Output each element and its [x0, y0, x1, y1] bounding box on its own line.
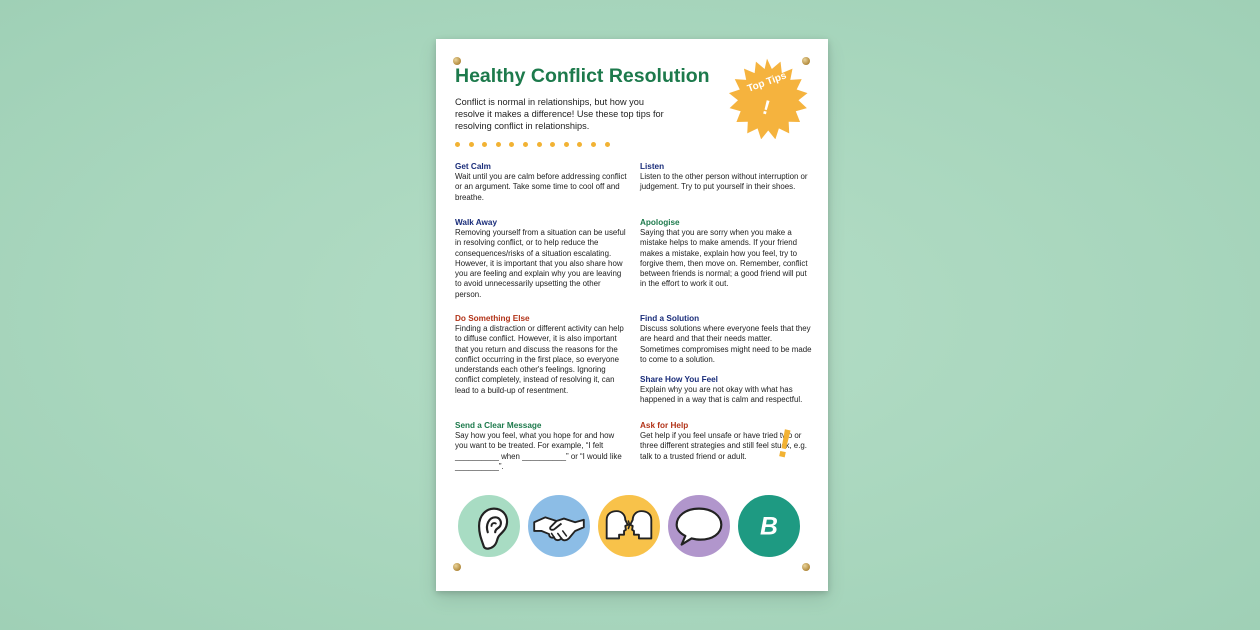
- tip-body: Explain why you are not okay with what has happened in a way that is calm and respectful.: [640, 385, 803, 405]
- intro-text: Conflict is normal in relationships, but how you resolve it makes a difference! Use these top tips for resolving conflict in relationships.: [455, 97, 664, 131]
- dot-divider: [455, 142, 610, 147]
- tip-heading: Apologise: [640, 218, 680, 227]
- tip-body: Listen to the other person without interruption or judgement. Try to put yourself in their shoes.: [640, 172, 808, 192]
- tip-heading: Walk Away: [455, 218, 498, 227]
- tip-get-calm: [455, 161, 627, 203]
- poster: [436, 39, 828, 591]
- speech-bubble-icon: [665, 492, 733, 560]
- pin-top-left: [453, 57, 461, 65]
- tip-body: Discuss solutions where everyone feels that they are heard and that their needs matter. Sometimes compromises might need to be made to come to a solution.: [640, 324, 812, 364]
- ear-icon: [455, 492, 523, 560]
- logo-letter: B: [760, 513, 778, 541]
- pin-bottom-right: [802, 563, 810, 571]
- tip-heading: Send a Clear Message: [455, 421, 542, 430]
- tip-heading: Share How You Feel: [640, 375, 718, 384]
- pin-bottom-left: [453, 563, 461, 571]
- tip-body: Get help if you feel unsafe or have tried two or three different strategies and still feel stuck, e.g. talk to a trusted friend or adult.: [640, 431, 807, 461]
- poster-title: Healthy Conflict Resolution: [455, 65, 710, 87]
- tip-body: Say how you feel, what you hope for and how you want to be treated. For example, “I felt __________ when __________” or “I would like __________”.: [455, 431, 622, 471]
- tip-body: Removing yourself from a situation can be useful in resolving conflict, or to help reduce the consequences/risks of a situation escalating. However, it is important that you also share how you are feeling and explain why you are leaving to avoid unnecessarily upsetting the other person.: [455, 228, 626, 299]
- handshake-icon: [525, 492, 593, 560]
- tip-heading: Get Calm: [455, 162, 491, 171]
- tip-body: Wait until you are calm before addressing conflict or an argument. Take some time to cool off and breathe.: [455, 172, 627, 202]
- brand-logo-icon: [735, 492, 803, 560]
- tip-apologise: [640, 217, 812, 290]
- tip-heading: Find a Solution: [640, 314, 700, 323]
- tip-body: Saying that you are sorry when you make a mistake helps to make amends. If your friend makes a mistake, explain how you feel, try to forgive them, then move on. Remember, conflict between friends is normal; a good friend will put in the effort to work it out.: [640, 228, 808, 289]
- exclamation-icon: !: [773, 421, 796, 467]
- tip-send-clear-message: [455, 420, 627, 472]
- badge-text: Top Tips: [745, 70, 789, 95]
- badge-exclamation: !: [760, 96, 773, 120]
- talking-heads-icon: [595, 492, 663, 560]
- tip-heading: Do Something Else: [455, 314, 530, 323]
- tip-heading: Listen: [640, 162, 665, 171]
- tip-body: Finding a distraction or different activity can help to diffuse conflict. However, it is also important that you return and discuss the reasons for the conflict occurring in the first place, so everyone understands each other's feelings. Ignoring conflict completely, instead of resolving it, can lead to a build-up of resentment.: [455, 324, 624, 395]
- top-tips-badge: [726, 57, 808, 139]
- tip-do-something-else: [455, 313, 627, 396]
- tip-heading: Ask for Help: [640, 421, 689, 430]
- tip-walk-away: [455, 217, 627, 300]
- tip-listen: [640, 161, 812, 193]
- tip-share-how-you-feel: [640, 374, 812, 406]
- tip-find-solution: [640, 313, 812, 365]
